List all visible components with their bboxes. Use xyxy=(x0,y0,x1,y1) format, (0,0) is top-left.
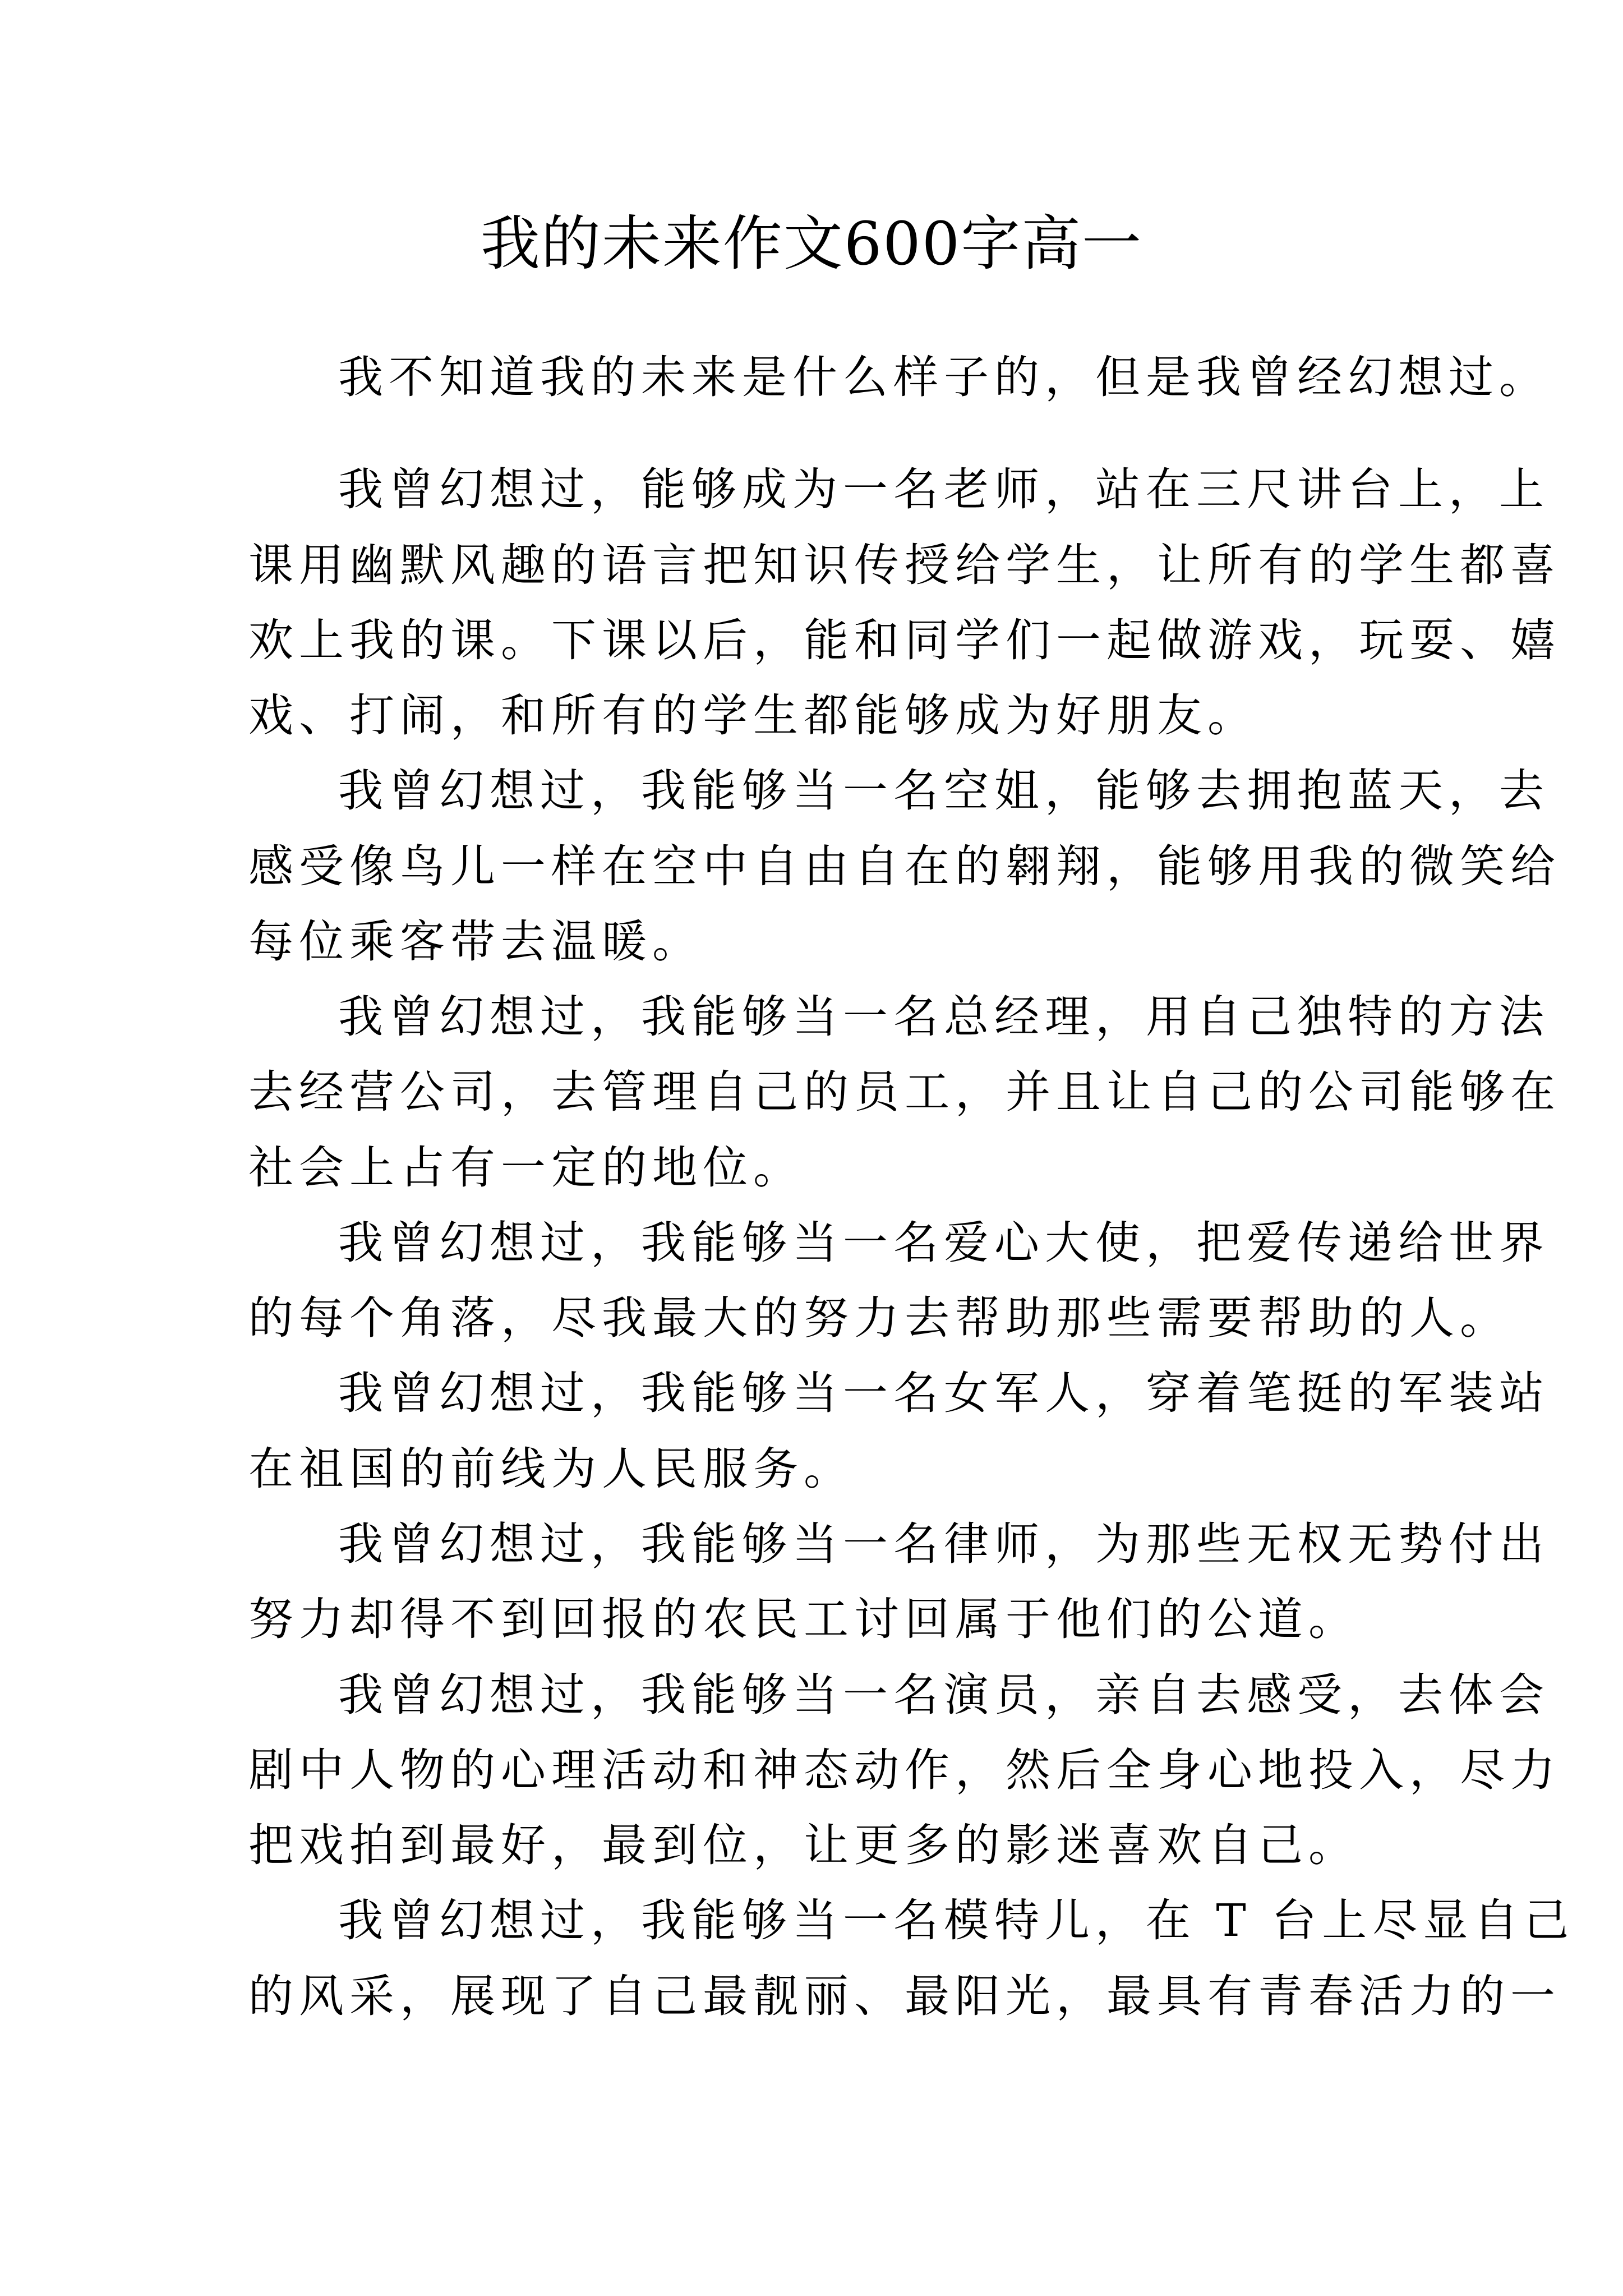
text-line: 感受像鸟儿一样在空中自由自在的翱翔，能够用我的微笑给 xyxy=(248,840,1561,892)
text-line: 在祖国的前线为人民服务。 xyxy=(248,1443,854,1495)
text-line: 的每个角落，尽我最大的努力去帮助那些需要帮助的人。 xyxy=(248,1292,1510,1344)
text-line: 剧中人物的心理活动和神态动作，然后全身心地投入，尽力 xyxy=(248,1744,1561,1796)
text-line: 戏、打闹，和所有的学生都能够成为好朋友。 xyxy=(248,689,1258,742)
text-line: 我曾幻想过，我能够当一名总经理，用自己独特的方法 xyxy=(338,991,1550,1043)
text-line: 我曾幻想过，我能够当一名女军人，穿着笔挺的军装站 xyxy=(338,1367,1550,1419)
text-line: 我曾幻想过，我能够当一名爱心大使，把爱传递给世界 xyxy=(338,1217,1550,1269)
text-line: 的风采，展现了自己最靓丽、最阳光，最具有青春活力的一 xyxy=(248,1970,1561,2022)
document-title: 我的未来作文600字高一 xyxy=(480,209,1143,278)
text-line: 我曾幻想过，我能够当一名空姐，能够去拥抱蓝天，去 xyxy=(338,765,1550,817)
text-line: 把戏拍到最好，最到位，让更多的影迷喜欢自己。 xyxy=(248,1819,1359,1871)
text-line: 我不知道我的未来是什么样子的，但是我曾经幻想过。 xyxy=(338,351,1550,403)
text-line: 我曾幻想过，我能够当一名律师，为那些无权无势付出 xyxy=(338,1518,1550,1570)
text-line: 每位乘客带去温暖。 xyxy=(248,915,703,968)
text-line: 社会上占有一定的地位。 xyxy=(248,1142,804,1194)
text-line: 我曾幻想过，能够成为一名老师，站在三尺讲台上，上 xyxy=(338,463,1550,516)
text-line: 我曾幻想过，我能够当一名模特儿，在 T 台上尽显自己 xyxy=(338,1894,1575,1947)
text-line: 欢上我的课。下课以后，能和同学们一起做游戏，玩耍、嬉 xyxy=(248,614,1561,666)
text-line: 课用幽默风趣的语言把知识传授给学生，让所有的学生都喜 xyxy=(248,539,1561,591)
text-line: 我曾幻想过，我能够当一名演员，亲自去感受，去体会 xyxy=(338,1669,1550,1721)
text-line: 努力却得不到回报的农民工讨回属于他们的公道。 xyxy=(248,1593,1359,1645)
text-line: 去经营公司，去管理自己的员工，并且让自己的公司能够在 xyxy=(248,1066,1561,1118)
